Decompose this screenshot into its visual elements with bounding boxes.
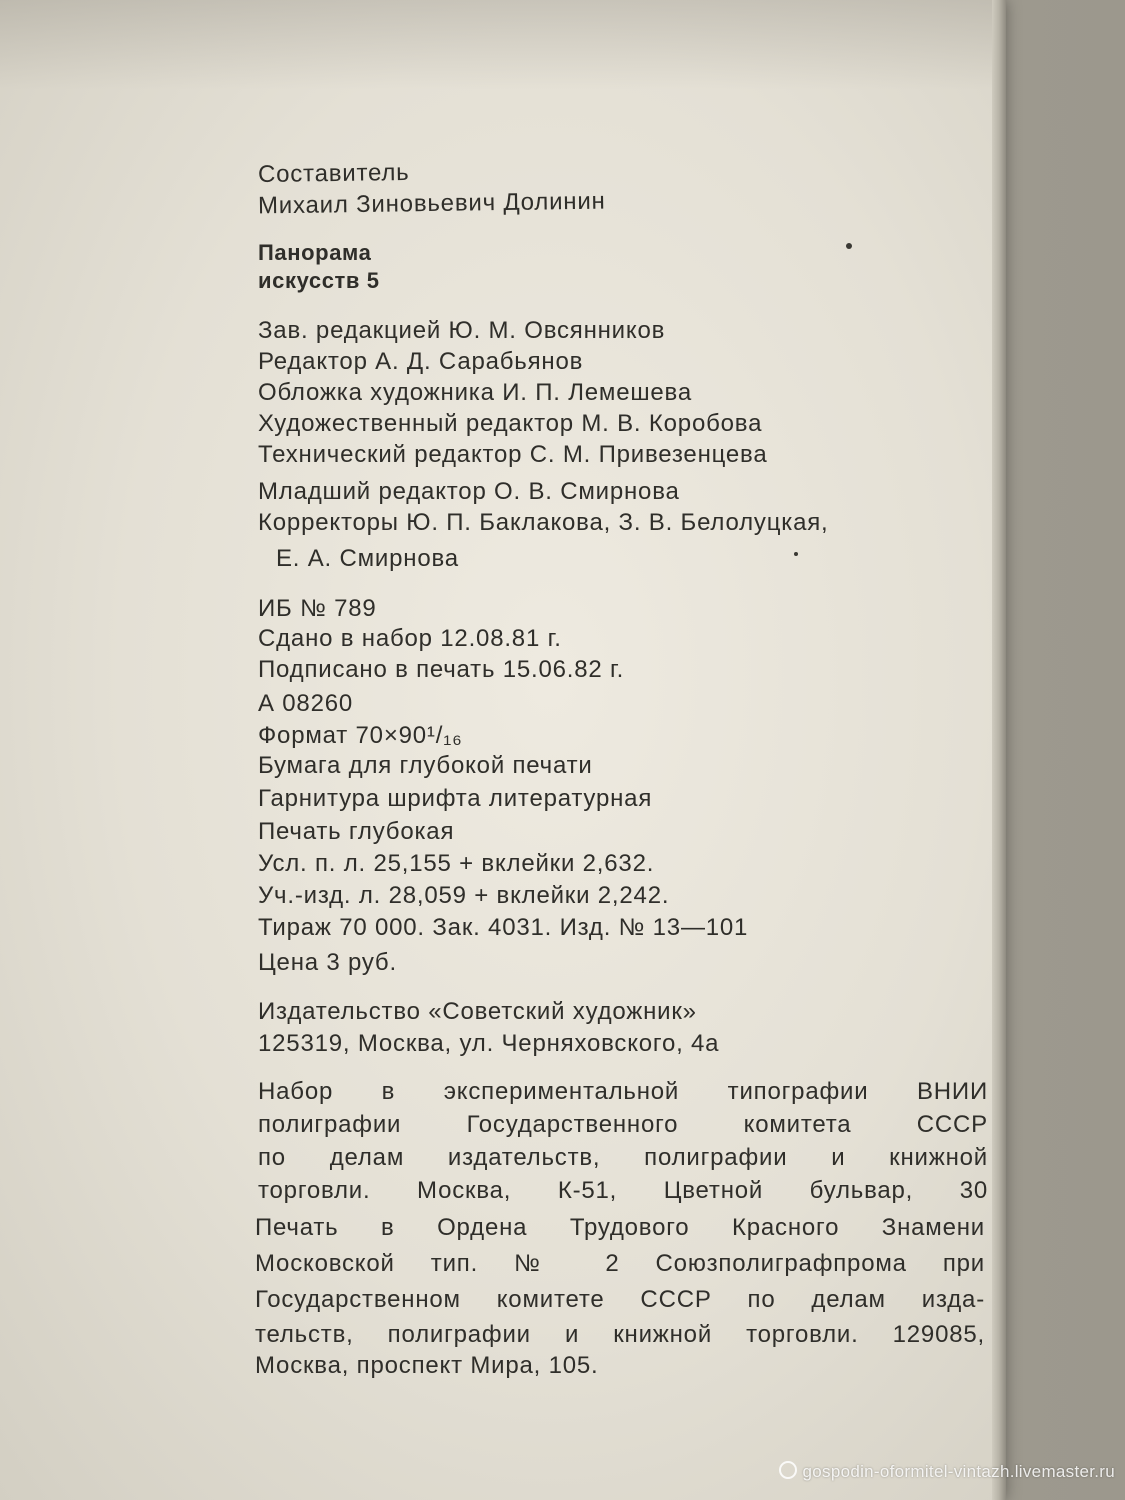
watermark — [779, 1461, 1115, 1482]
typesetting-line: по делам издательств, полиграфии и книжной — [258, 1144, 988, 1171]
credit-line: Обложка художника И. П. Лемешева — [258, 379, 692, 406]
compiler-name: Михаил Зиновьевич Долинин — [257, 187, 606, 220]
livemaster-logo-icon — [779, 1461, 797, 1479]
print-data-line: Сдано в набор 12.08.81 г. — [258, 625, 562, 652]
compiler-label: Составитель — [257, 158, 410, 189]
credit-line: Младший редактор О. В. Смирнова — [258, 478, 680, 505]
paper-speck — [794, 552, 798, 556]
credit-line: Корректоры Ю. П. Баклакова, З. В. Белолуцкая, — [258, 509, 829, 536]
typesetting-line: полиграфии Государственного комитета СССР — [258, 1111, 988, 1138]
credit-line: Технический редактор С. М. Привезенцева — [258, 441, 768, 468]
printing-line: Москва, проспект Мира, 105. — [255, 1352, 599, 1379]
printing-line: Печать в Ордена Трудового Красного Знамени — [255, 1214, 985, 1241]
typesetting-line: торговли. Москва, К-51, Цветной бульвар, 30 — [258, 1177, 988, 1204]
printing-line: Московской тип. № 2 Союзполиграфпрома при — [255, 1250, 985, 1277]
publisher-line: 125319, Москва, ул. Черняховского, 4а — [258, 1030, 720, 1057]
print-data-line: А 08260 — [258, 690, 354, 717]
print-data-line: Цена 3 руб. — [258, 949, 397, 976]
print-data-line: Тираж 70 000. Зак. 4031. Изд. № 13—101 — [258, 914, 749, 941]
print-data-line: ИБ № 789 — [258, 595, 377, 622]
typesetting-line: Набор в экспериментальной типографии ВНИИ — [258, 1078, 988, 1105]
print-data-line: Печать глубокая — [258, 818, 455, 845]
credit-line: Редактор А. Д. Сарабьянов — [258, 348, 584, 375]
printing-line: тельств, полиграфии и книжной торговли. 129085, — [255, 1321, 985, 1348]
credit-line: Художественный редактор М. В. Коробова — [258, 410, 763, 437]
credit-line: Е. А. Смирнова — [276, 545, 459, 572]
title-line-1: Панорама — [258, 240, 372, 265]
watermark-text: gospodin-oformitel-vintazh.livemaster.ru — [802, 1462, 1115, 1481]
title-line-2: искусств 5 — [258, 268, 380, 293]
page-edge — [992, 0, 1006, 1500]
print-data-line: Уч.-изд. л. 28,059 + вклейки 2,242. — [258, 882, 670, 909]
credit-line: Зав. редакцией Ю. М. Овсянников — [258, 317, 666, 344]
publisher-line: Издательство «Советский художник» — [258, 998, 697, 1025]
print-data-line: Усл. п. л. 25,155 + вклейки 2,632. — [258, 850, 655, 877]
paper-speck — [846, 243, 852, 249]
print-data-line: Формат 70×90¹/₁₆ — [258, 722, 463, 749]
printing-line: Государственном комитете СССР по делам изда- — [255, 1286, 985, 1313]
print-data-line: Гарнитура шрифта литературная — [258, 785, 653, 812]
print-data-line: Бумага для глубокой печати — [258, 752, 593, 779]
print-data-line: Подписано в печать 15.06.82 г. — [258, 656, 625, 683]
